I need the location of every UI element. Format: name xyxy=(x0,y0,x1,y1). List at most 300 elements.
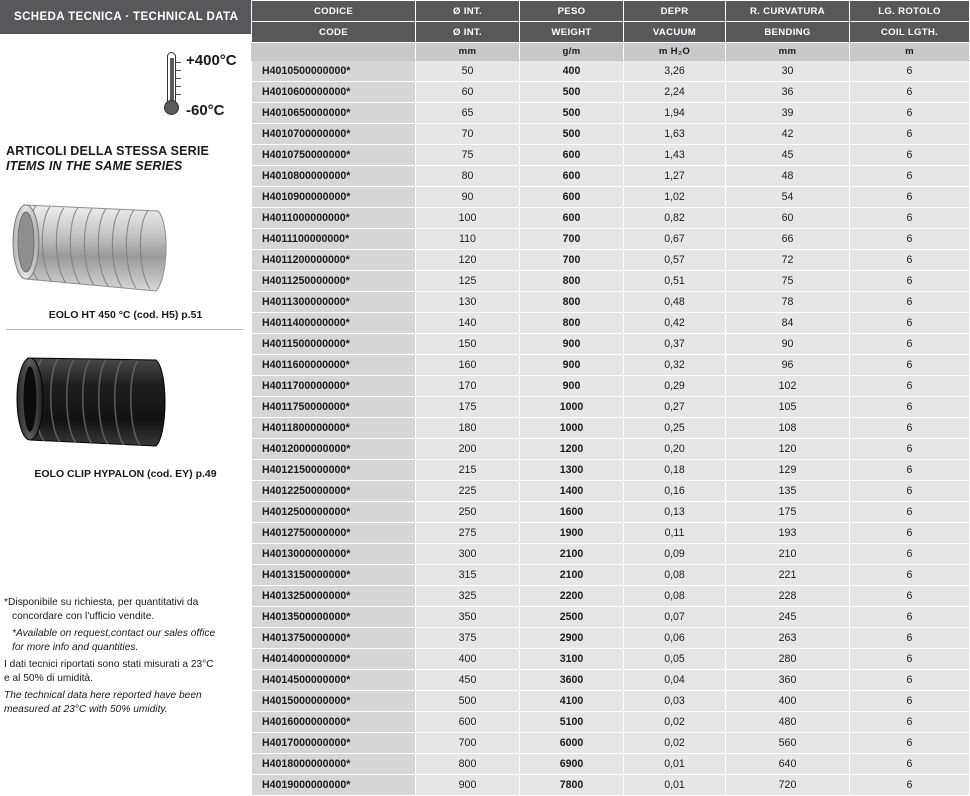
cell-code: H4011600000000* xyxy=(252,355,416,376)
footnote-availability-it xyxy=(4,596,244,623)
cell-bending: 84 xyxy=(726,313,850,334)
col-header-bending-en: BENDING xyxy=(726,22,850,43)
cell-bending: 108 xyxy=(726,418,850,439)
cell-code: H4010800000000* xyxy=(252,166,416,187)
cell-bending: 36 xyxy=(726,82,850,103)
cell-code: H4013150000000* xyxy=(252,565,416,586)
cell-vacuum: 0,05 xyxy=(624,649,726,670)
cell-vacuum: 1,02 xyxy=(624,187,726,208)
cell-diameter: 70 xyxy=(416,124,520,145)
cell-coil: 6 xyxy=(850,565,970,586)
cell-coil: 6 xyxy=(850,670,970,691)
cell-code: H4011500000000* xyxy=(252,334,416,355)
cell-code: H4011700000000* xyxy=(252,376,416,397)
cell-code: H4013750000000* xyxy=(252,628,416,649)
cell-bending: 105 xyxy=(726,397,850,418)
cell-diameter: 225 xyxy=(416,481,520,502)
cell-weight: 600 xyxy=(520,187,624,208)
cell-code: H4011200000000* xyxy=(252,250,416,271)
cell-coil: 6 xyxy=(850,313,970,334)
unit-coil: m xyxy=(850,43,970,61)
col-header-bending-it: R. CURVATURA xyxy=(726,1,850,22)
cell-bending: 39 xyxy=(726,103,850,124)
panel-header xyxy=(0,0,251,34)
temperature-min-label: -60°C xyxy=(186,102,225,119)
cell-code: H4018000000000* xyxy=(252,754,416,775)
cell-vacuum: 0,20 xyxy=(624,439,726,460)
same-series-heading-it: ARTICOLI DELLA STESSA SERIE xyxy=(6,144,210,158)
unit-vacuum: m H₂O xyxy=(624,43,726,61)
cell-diameter: 375 xyxy=(416,628,520,649)
cell-code: H4010750000000* xyxy=(252,145,416,166)
cell-code: H4010650000000* xyxy=(252,103,416,124)
table-row xyxy=(252,313,970,334)
cell-bending: 480 xyxy=(726,712,850,733)
cell-code: H4011750000000* xyxy=(252,397,416,418)
col-header-weight-en: WEIGHT xyxy=(520,22,624,43)
cell-bending: 48 xyxy=(726,166,850,187)
cell-weight: 3100 xyxy=(520,649,624,670)
table-row xyxy=(252,460,970,481)
cell-bending: 102 xyxy=(726,376,850,397)
cell-vacuum: 3,26 xyxy=(624,61,726,82)
cell-vacuum: 0,18 xyxy=(624,460,726,481)
table-row xyxy=(252,586,970,607)
cell-coil: 6 xyxy=(850,439,970,460)
cell-coil: 6 xyxy=(850,250,970,271)
cell-code: H4011300000000* xyxy=(252,292,416,313)
cell-coil: 6 xyxy=(850,376,970,397)
cell-bending: 78 xyxy=(726,292,850,313)
cell-weight: 900 xyxy=(520,334,624,355)
cell-code: H4011400000000* xyxy=(252,313,416,334)
cell-coil: 6 xyxy=(850,607,970,628)
cell-vacuum: 0,42 xyxy=(624,313,726,334)
cell-vacuum: 0,67 xyxy=(624,229,726,250)
cell-bending: 360 xyxy=(726,670,850,691)
cell-diameter: 350 xyxy=(416,607,520,628)
cell-diameter: 315 xyxy=(416,565,520,586)
table-row xyxy=(252,145,970,166)
cell-weight: 6000 xyxy=(520,733,624,754)
cell-diameter: 75 xyxy=(416,145,520,166)
cell-weight: 1400 xyxy=(520,481,624,502)
cell-vacuum: 0,51 xyxy=(624,271,726,292)
cell-code: H4011100000000* xyxy=(252,229,416,250)
table-row xyxy=(252,250,970,271)
footnote-measurement-en xyxy=(4,689,244,716)
cell-coil: 6 xyxy=(850,481,970,502)
cell-weight: 900 xyxy=(520,355,624,376)
cell-weight: 400 xyxy=(520,61,624,82)
cell-code: H4014500000000* xyxy=(252,670,416,691)
cell-vacuum: 0,37 xyxy=(624,334,726,355)
cell-coil: 6 xyxy=(850,544,970,565)
cell-bending: 120 xyxy=(726,439,850,460)
cell-diameter: 600 xyxy=(416,712,520,733)
unit-code xyxy=(252,43,416,61)
cell-vacuum: 0,16 xyxy=(624,481,726,502)
cell-bending: 640 xyxy=(726,754,850,775)
footnotes xyxy=(4,596,244,720)
cell-diameter: 130 xyxy=(416,292,520,313)
cell-diameter: 180 xyxy=(416,418,520,439)
col-header-vacuum-it: DEPR xyxy=(624,1,726,22)
footnote-availability-en-line1: *Available on request,contact our sales office xyxy=(12,628,216,640)
col-header-weight-it: PESO xyxy=(520,1,624,22)
cell-bending: 42 xyxy=(726,124,850,145)
cell-bending: 129 xyxy=(726,460,850,481)
hose-illustration-clip-hypalon xyxy=(6,342,246,462)
cell-weight: 800 xyxy=(520,292,624,313)
cell-weight: 600 xyxy=(520,166,624,187)
cell-coil: 6 xyxy=(850,460,970,481)
cell-weight: 1000 xyxy=(520,397,624,418)
table-row xyxy=(252,691,970,712)
cell-code: H4013000000000* xyxy=(252,544,416,565)
cell-vacuum: 0,11 xyxy=(624,523,726,544)
cell-diameter: 900 xyxy=(416,775,520,796)
cell-weight: 1300 xyxy=(520,460,624,481)
table-row xyxy=(252,670,970,691)
cell-coil: 6 xyxy=(850,145,970,166)
panel-header-title: SCHEDA TECNICA · TECHNICAL DATA xyxy=(14,11,239,23)
cell-vacuum: 1,43 xyxy=(624,145,726,166)
cell-vacuum: 0,01 xyxy=(624,775,726,796)
cell-weight: 2900 xyxy=(520,628,624,649)
cell-diameter: 140 xyxy=(416,313,520,334)
cell-coil: 6 xyxy=(850,229,970,250)
table-row xyxy=(252,439,970,460)
table-row xyxy=(252,61,970,82)
col-header-code-en: CODE xyxy=(252,22,416,43)
table-row xyxy=(252,712,970,733)
cell-code: H4015000000000* xyxy=(252,691,416,712)
cell-code: H4016000000000* xyxy=(252,712,416,733)
hose-image-1 xyxy=(0,183,251,303)
table-head xyxy=(252,1,970,61)
footnote-availability-it-line1: *Disponibile su richiesta, per quantitativi da xyxy=(4,597,199,609)
cell-bending: 30 xyxy=(726,61,850,82)
cell-bending: 175 xyxy=(726,502,850,523)
cell-diameter: 325 xyxy=(416,586,520,607)
cell-code: H4013500000000* xyxy=(252,607,416,628)
cell-bending: 228 xyxy=(726,586,850,607)
table-row xyxy=(252,607,970,628)
cell-code: H4013250000000* xyxy=(252,586,416,607)
footnote-availability-en xyxy=(4,627,244,654)
unit-diameter: mm xyxy=(416,43,520,61)
footnote-measurement-en-line2: measured at 23°C with 50% umidity. xyxy=(4,703,168,715)
cell-vacuum: 1,94 xyxy=(624,103,726,124)
cell-vacuum: 0,25 xyxy=(624,418,726,439)
temperature-max-label: +400°C xyxy=(186,52,237,69)
col-header-coil-it: LG. ROTOLO xyxy=(850,1,970,22)
cell-vacuum: 2,24 xyxy=(624,82,726,103)
cell-coil: 6 xyxy=(850,628,970,649)
cell-weight: 600 xyxy=(520,145,624,166)
footnote-availability-en-line2: for more info and quantities. xyxy=(12,641,139,653)
cell-coil: 6 xyxy=(850,271,970,292)
cell-diameter: 250 xyxy=(416,502,520,523)
hose-caption-1: EOLO HT 450 °C (cod. H5) p.51 xyxy=(48,309,203,321)
cell-bending: 280 xyxy=(726,649,850,670)
cell-weight: 1900 xyxy=(520,523,624,544)
cell-coil: 6 xyxy=(850,103,970,124)
cell-weight: 2500 xyxy=(520,607,624,628)
cell-code: H4012750000000* xyxy=(252,523,416,544)
cell-vacuum: 0,57 xyxy=(624,250,726,271)
cell-bending: 72 xyxy=(726,250,850,271)
table-row xyxy=(252,733,970,754)
table-row xyxy=(252,334,970,355)
cell-diameter: 275 xyxy=(416,523,520,544)
cell-code: H4014000000000* xyxy=(252,649,416,670)
cell-diameter: 200 xyxy=(416,439,520,460)
table-row xyxy=(252,754,970,775)
hose-image-2 xyxy=(0,342,251,462)
cell-code: H4019000000000* xyxy=(252,775,416,796)
cell-coil: 6 xyxy=(850,733,970,754)
cell-vacuum: 0,01 xyxy=(624,754,726,775)
cell-vacuum: 1,63 xyxy=(624,124,726,145)
cell-coil: 6 xyxy=(850,649,970,670)
table-row xyxy=(252,187,970,208)
cell-bending: 75 xyxy=(726,271,850,292)
col-header-diameter-en: Ø INT. xyxy=(416,22,520,43)
cell-weight: 5100 xyxy=(520,712,624,733)
cell-vacuum: 0,08 xyxy=(624,565,726,586)
cell-diameter: 175 xyxy=(416,397,520,418)
table-row xyxy=(252,292,970,313)
cell-diameter: 100 xyxy=(416,208,520,229)
footnote-availability-it-line2: concordare con l'ufficio vendite. xyxy=(12,610,155,622)
cell-coil: 6 xyxy=(850,124,970,145)
cell-coil: 6 xyxy=(850,334,970,355)
cell-bending: 221 xyxy=(726,565,850,586)
cell-diameter: 80 xyxy=(416,166,520,187)
cell-diameter: 450 xyxy=(416,670,520,691)
cell-vacuum: 0,07 xyxy=(624,607,726,628)
cell-weight: 6900 xyxy=(520,754,624,775)
cell-vacuum: 0,02 xyxy=(624,733,726,754)
table-row xyxy=(252,271,970,292)
table-row xyxy=(252,418,970,439)
cell-vacuum: 0,08 xyxy=(624,586,726,607)
table-row xyxy=(252,376,970,397)
table-body xyxy=(252,61,970,796)
cell-code: H4012000000000* xyxy=(252,439,416,460)
cell-diameter: 215 xyxy=(416,460,520,481)
col-header-code-it: CODICE xyxy=(252,1,416,22)
cell-weight: 2100 xyxy=(520,565,624,586)
table-row xyxy=(252,355,970,376)
cell-coil: 6 xyxy=(850,523,970,544)
unit-weight: g/m xyxy=(520,43,624,61)
unit-bending: mm xyxy=(726,43,850,61)
cell-weight: 500 xyxy=(520,82,624,103)
table-row xyxy=(252,103,970,124)
cell-vacuum: 0,29 xyxy=(624,376,726,397)
table-row xyxy=(252,628,970,649)
cell-vacuum: 0,04 xyxy=(624,670,726,691)
technical-data-table xyxy=(251,0,970,796)
cell-coil: 6 xyxy=(850,586,970,607)
col-header-diameter-it: Ø INT. xyxy=(416,1,520,22)
same-series-heading xyxy=(0,144,251,173)
cell-diameter: 120 xyxy=(416,250,520,271)
cell-bending: 560 xyxy=(726,733,850,754)
cell-bending: 245 xyxy=(726,607,850,628)
cell-diameter: 110 xyxy=(416,229,520,250)
footnote-measurement-it xyxy=(4,658,244,685)
technical-table-panel xyxy=(251,0,970,791)
footnote-measurement-it-line1: I dati tecnici riportati sono stati misurati a 23°C xyxy=(4,659,214,671)
table-row xyxy=(252,502,970,523)
cell-weight: 1200 xyxy=(520,439,624,460)
temperature-range-block xyxy=(0,48,251,138)
table-units-row xyxy=(252,43,970,61)
cell-bending: 96 xyxy=(726,355,850,376)
cell-diameter: 700 xyxy=(416,733,520,754)
cell-code: H4010900000000* xyxy=(252,187,416,208)
cell-coil: 6 xyxy=(850,418,970,439)
cell-weight: 7800 xyxy=(520,775,624,796)
cell-vacuum: 0,09 xyxy=(624,544,726,565)
table-row xyxy=(252,124,970,145)
cell-weight: 500 xyxy=(520,103,624,124)
cell-bending: 45 xyxy=(726,145,850,166)
table-row xyxy=(252,208,970,229)
cell-weight: 800 xyxy=(520,313,624,334)
cell-coil: 6 xyxy=(850,292,970,313)
cell-vacuum: 0,06 xyxy=(624,628,726,649)
cell-code: H4010700000000* xyxy=(252,124,416,145)
left-panel xyxy=(0,0,251,728)
cell-coil: 6 xyxy=(850,355,970,376)
table-row xyxy=(252,229,970,250)
same-series-heading-en: ITEMS IN THE SAME SERIES xyxy=(6,159,183,173)
cell-weight: 3600 xyxy=(520,670,624,691)
cell-code: H4010500000000* xyxy=(252,61,416,82)
cell-vacuum: 0,32 xyxy=(624,355,726,376)
cell-code: H4012250000000* xyxy=(252,481,416,502)
cell-code: H4011000000000* xyxy=(252,208,416,229)
cell-diameter: 160 xyxy=(416,355,520,376)
cell-coil: 6 xyxy=(850,61,970,82)
cell-code: H4017000000000* xyxy=(252,733,416,754)
table-row xyxy=(252,565,970,586)
table-row xyxy=(252,397,970,418)
cell-coil: 6 xyxy=(850,187,970,208)
col-header-vacuum-en: VACUUM xyxy=(624,22,726,43)
thermometer-icon xyxy=(162,52,182,124)
cell-bending: 210 xyxy=(726,544,850,565)
table-row xyxy=(252,544,970,565)
cell-code: H4012150000000* xyxy=(252,460,416,481)
cell-bending: 54 xyxy=(726,187,850,208)
cell-weight: 800 xyxy=(520,271,624,292)
cell-bending: 66 xyxy=(726,229,850,250)
footnote-measurement-it-line2: e al 50% di umidità. xyxy=(4,672,93,684)
section-divider xyxy=(6,329,243,330)
cell-diameter: 90 xyxy=(416,187,520,208)
cell-weight: 700 xyxy=(520,229,624,250)
cell-bending: 263 xyxy=(726,628,850,649)
col-header-coil-en: COIL LGTH. xyxy=(850,22,970,43)
table-header-row-en xyxy=(252,22,970,43)
cell-diameter: 50 xyxy=(416,61,520,82)
cell-coil: 6 xyxy=(850,502,970,523)
cell-weight: 600 xyxy=(520,208,624,229)
cell-code: H4011800000000* xyxy=(252,418,416,439)
cell-weight: 4100 xyxy=(520,691,624,712)
footnote-measurement-en-line1: The technical data here reported have been xyxy=(4,690,202,702)
cell-diameter: 800 xyxy=(416,754,520,775)
cell-weight: 900 xyxy=(520,376,624,397)
table-row xyxy=(252,166,970,187)
hose-illustration-ht450 xyxy=(6,183,246,303)
cell-bending: 135 xyxy=(726,481,850,502)
cell-weight: 700 xyxy=(520,250,624,271)
table-row xyxy=(252,481,970,502)
cell-bending: 90 xyxy=(726,334,850,355)
cell-vacuum: 0,02 xyxy=(624,712,726,733)
cell-vacuum: 0,82 xyxy=(624,208,726,229)
cell-diameter: 150 xyxy=(416,334,520,355)
cell-diameter: 300 xyxy=(416,544,520,565)
cell-coil: 6 xyxy=(850,166,970,187)
cell-bending: 400 xyxy=(726,691,850,712)
cell-vacuum: 0,13 xyxy=(624,502,726,523)
cell-weight: 2100 xyxy=(520,544,624,565)
cell-weight: 1600 xyxy=(520,502,624,523)
cell-weight: 500 xyxy=(520,124,624,145)
cell-code: H4011250000000* xyxy=(252,271,416,292)
hose-caption-2: EOLO CLIP HYPALON (cod. EY) p.49 xyxy=(34,468,217,480)
cell-bending: 720 xyxy=(726,775,850,796)
cell-coil: 6 xyxy=(850,397,970,418)
cell-diameter: 500 xyxy=(416,691,520,712)
cell-coil: 6 xyxy=(850,208,970,229)
cell-weight: 2200 xyxy=(520,586,624,607)
cell-diameter: 60 xyxy=(416,82,520,103)
cell-bending: 60 xyxy=(726,208,850,229)
table-row xyxy=(252,775,970,796)
cell-diameter: 125 xyxy=(416,271,520,292)
cell-vacuum: 0,48 xyxy=(624,292,726,313)
cell-code: H4012500000000* xyxy=(252,502,416,523)
cell-coil: 6 xyxy=(850,712,970,733)
cell-weight: 1000 xyxy=(520,418,624,439)
table-row xyxy=(252,523,970,544)
table-row xyxy=(252,82,970,103)
cell-diameter: 170 xyxy=(416,376,520,397)
cell-code: H4010600000000* xyxy=(252,82,416,103)
cell-diameter: 400 xyxy=(416,649,520,670)
cell-diameter: 65 xyxy=(416,103,520,124)
cell-bending: 193 xyxy=(726,523,850,544)
cell-coil: 6 xyxy=(850,775,970,796)
cell-coil: 6 xyxy=(850,82,970,103)
cell-vacuum: 0,27 xyxy=(624,397,726,418)
table-header-row-it xyxy=(252,1,970,22)
cell-coil: 6 xyxy=(850,754,970,775)
cell-vacuum: 0,03 xyxy=(624,691,726,712)
cell-vacuum: 1,27 xyxy=(624,166,726,187)
table-row xyxy=(252,649,970,670)
cell-coil: 6 xyxy=(850,691,970,712)
